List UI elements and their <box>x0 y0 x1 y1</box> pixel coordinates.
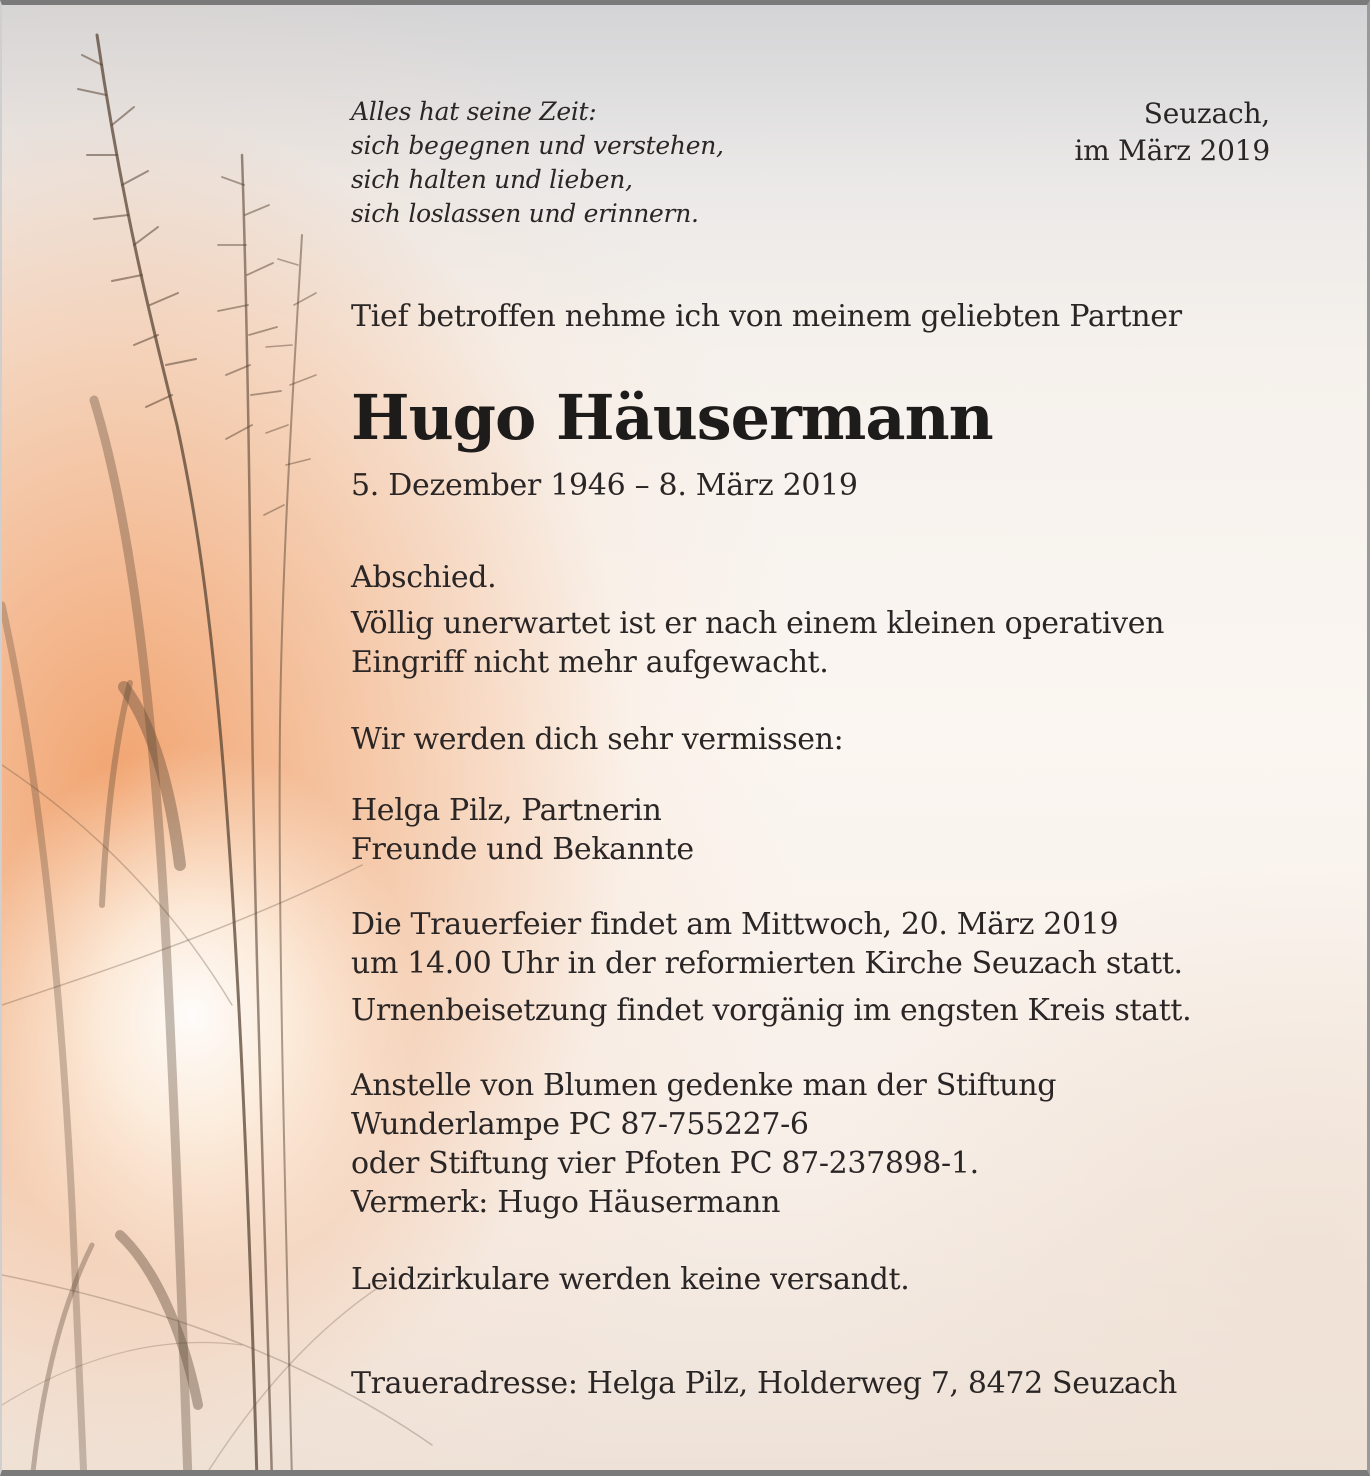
mourner-name: Freunde und Bekannte <box>351 832 694 867</box>
motto-line: sich loslassen und erinnern. <box>351 199 699 228</box>
donation-line: oder Stiftung vier Pfoten PC 87-237898-1. <box>351 1146 979 1181</box>
motto-line: Alles hat seine Zeit: <box>351 97 597 126</box>
farewell-line: Eingriff nicht mehr aufgewacht. <box>351 645 829 680</box>
mourning-address: Traueradresse: Helga Pilz, Holderweg 7, 8472 Seuzach <box>351 1366 1177 1401</box>
donation-line: Anstelle von Blumen gedenke man der Stiftung <box>351 1068 1057 1103</box>
motto-line: sich begegnen und verstehen, <box>351 131 724 160</box>
farewell-line: Völlig unerwartet ist er nach einem kleinen operativen <box>351 606 1165 641</box>
farewell-paragraph <box>351 604 1164 682</box>
date-line: im März 2019 <box>1074 134 1270 167</box>
place-line: Seuzach, <box>1143 97 1270 130</box>
life-dates: 5. Dezember 1946 – 8. März 2019 <box>351 468 858 503</box>
donation-line: Vermerk: Hugo Häusermann <box>351 1185 781 1220</box>
deceased-name: Hugo Häusermann <box>351 381 993 454</box>
urn-burial-note: Urnenbeisetzung findet vorgänig im engsten Kreis statt. <box>351 993 1192 1028</box>
motto-line: sich halten und lieben, <box>351 165 633 194</box>
mourners-intro: Wir werden dich sehr vermissen: <box>351 722 844 757</box>
mourners-list <box>351 791 694 869</box>
intro-sentence: Tief betroffen nehme ich von meinem geliebten Partner <box>351 299 1182 334</box>
farewell-heading: Abschied. <box>351 560 497 595</box>
funeral-service-info <box>351 905 1183 983</box>
donation-info <box>351 1066 1056 1222</box>
mourner-name: Helga Pilz, Partnerin <box>351 793 662 828</box>
donation-line: Wunderlampe PC 87-755227-6 <box>351 1107 809 1142</box>
service-line: Die Trauerfeier findet am Mittwoch, 20. März 2019 <box>351 907 1119 942</box>
place-and-date <box>1074 95 1270 169</box>
circular-note: Leidzirkulare werden keine versandt. <box>351 1262 910 1297</box>
service-line: um 14.00 Uhr in der reformierten Kirche Seuzach statt. <box>351 946 1183 981</box>
motto-verse <box>351 95 724 231</box>
